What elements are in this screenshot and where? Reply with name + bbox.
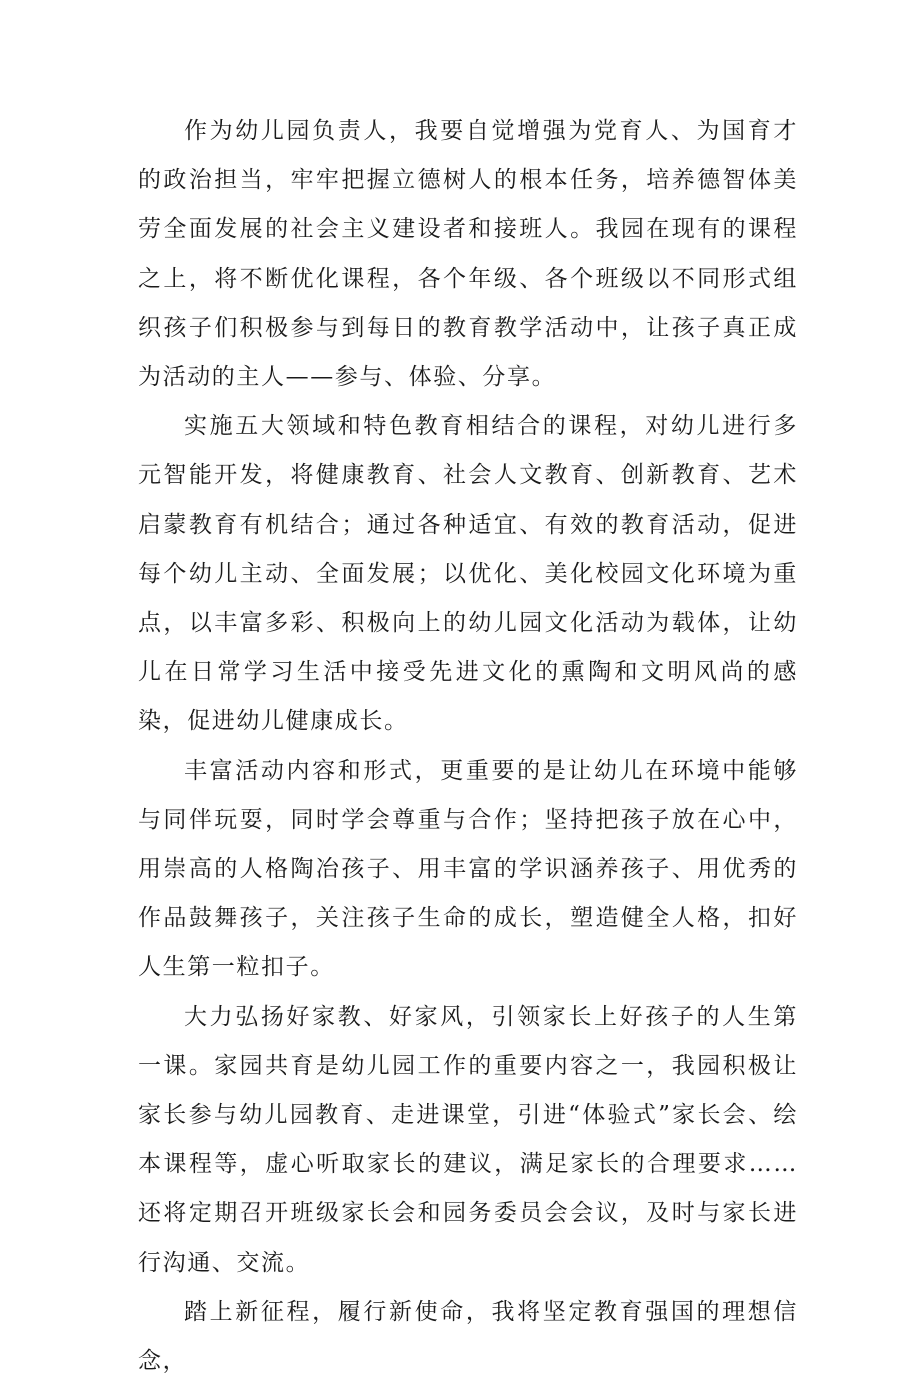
document-body <box>138 107 798 1386</box>
paragraph-2: 实施五大领域和特色教育相结合的课程，对幼儿进行多元智能开发，将健康教育、社会人文教育、创新教育、艺术启蒙教育有机结合；通过各种适宜、有效的教育活动，促进每个幼儿主动、全面发展；以优化、美化校园文化环境为重点，以丰富多彩、积极向上的幼儿园文化活动为载体，让幼儿在日常学习生活中接受先进文化的熏陶和文明风尚的感染，促进幼儿健康成长。 <box>138 413 798 735</box>
paragraph-4: 大力弘扬好家教、好家风，引领家长上好孩子的人生第一课。家园共育是幼儿园工作的重要内容之一，我园积极让家长参与幼儿园教育、走进课堂，引进“体验式”家长会、绘本课程等，虚心听取家长的建议，满足家长的合理要求……还将定期召开班级家长会和园务委员会会议，及时与家长进行沟通、交流。 <box>138 1003 798 1276</box>
paragraph-1: 作为幼儿园负责人，我要自觉增强为党育人、为国育才的政治担当，牢牢把握立德树人的根本任务，培养德智体美劳全面发展的社会主义建设者和接班人。我园在现有的课程之上，将不断优化课程，各个年级、各个班级以不同形式组织孩子们积极参与到每日的教育教学活动中，让孩子真正成为活动的主人——参与、体验、分享。 <box>138 118 798 391</box>
paragraph-3: 丰富活动内容和形式，更重要的是让幼儿在环境中能够与同伴玩耍，同时学会尊重与合作；坚持把孩子放在心中，用崇高的人格陶冶孩子、用丰富的学识涵养孩子、用优秀的作品鼓舞孩子，关注孩子生命的成长，塑造健全人格，扣好人生第一粒扣子。 <box>138 757 798 981</box>
paragraph-5: 踏上新征程，履行新使命，我将坚定教育强国的理想信念， <box>138 1298 798 1375</box>
